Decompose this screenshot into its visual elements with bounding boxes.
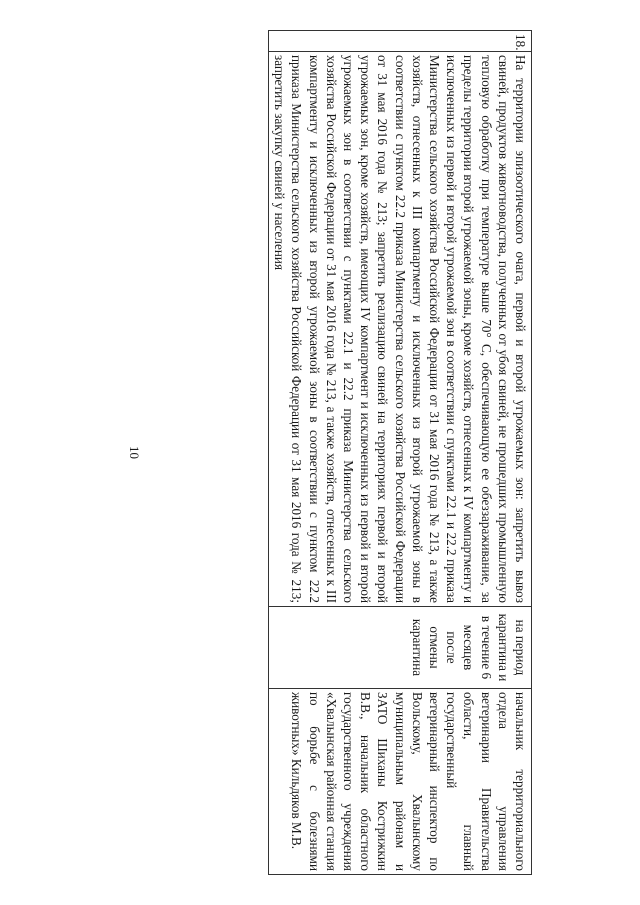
rotated-content [92, 30, 532, 875]
page-number: 10 [127, 446, 142, 459]
responsible-text: начальник территориального отдела управления ветеринарии Правительства области, главный государственный ветеринарный инспектор по Вольскому, Хвалынскому муниципальным районам и ЗАТО Шиханы Кострижкин В.В., начальник областного государственного учреждения «Хвалынская районная станция по борьбе с болезнями животных» Кильдяков М.В. [289, 692, 528, 871]
table-row [268, 31, 531, 875]
row-number-cell [268, 31, 531, 52]
measures-table [268, 30, 532, 875]
responsible-cell [268, 689, 531, 875]
term-text: на период карантина и в течение 6 месяцев после отмены карантина [409, 613, 528, 682]
measure-text: На территории эпизоотического очага, первой и второй угрожаемых зон: запретить вывоз свиней, продуктов животноводства, полученных от убоя свиней, не прошедших промышленную тепловую обработку при температуре выше 70° С, обеспечивающую ее обеззараживание, за пределы территории второй угрожаемой зоны, кроме хозяйств, отнесенных к IV компартменту и исключенных из первой и второй угрожаемой зон в соответствии с пунктами 22.1 и 22.2 приказа Министерства сельского хозяйства Российской Федерации от 31 мая 2016 года № 213, а также хозяйств, отнесенных к III компартменту и исключенных из второй угрожаемой зоны в соответствии с пунктом 22.2 приказа Министерства сельского хозяйства Российской Федерации от 31 мая 2016 года № 213; запретить реализацию свиней на территориях первой и второй угрожаемых зон, кроме хозяйств, имеющих IV компартмент и исключенных из первой и второй угрожаемых зон в соответствии с пунктами 22.1 и 22.2 приказа Министерства сельского хозяйства Российской Федерации от 31 мая 2016 года № 213, а также хозяйств, отнесенных к III компартменту и исключенных из второй угрожаемой зоны в соответствии с пунктом 22.2 приказа Министерства сельского хозяйства Российской Федерации от 31 мая 2016 года № 213; запретить закупку свиней у населения [272, 55, 528, 603]
measure-cell [268, 52, 531, 607]
term-cell [268, 607, 531, 689]
row-number: 18. [513, 34, 528, 51]
